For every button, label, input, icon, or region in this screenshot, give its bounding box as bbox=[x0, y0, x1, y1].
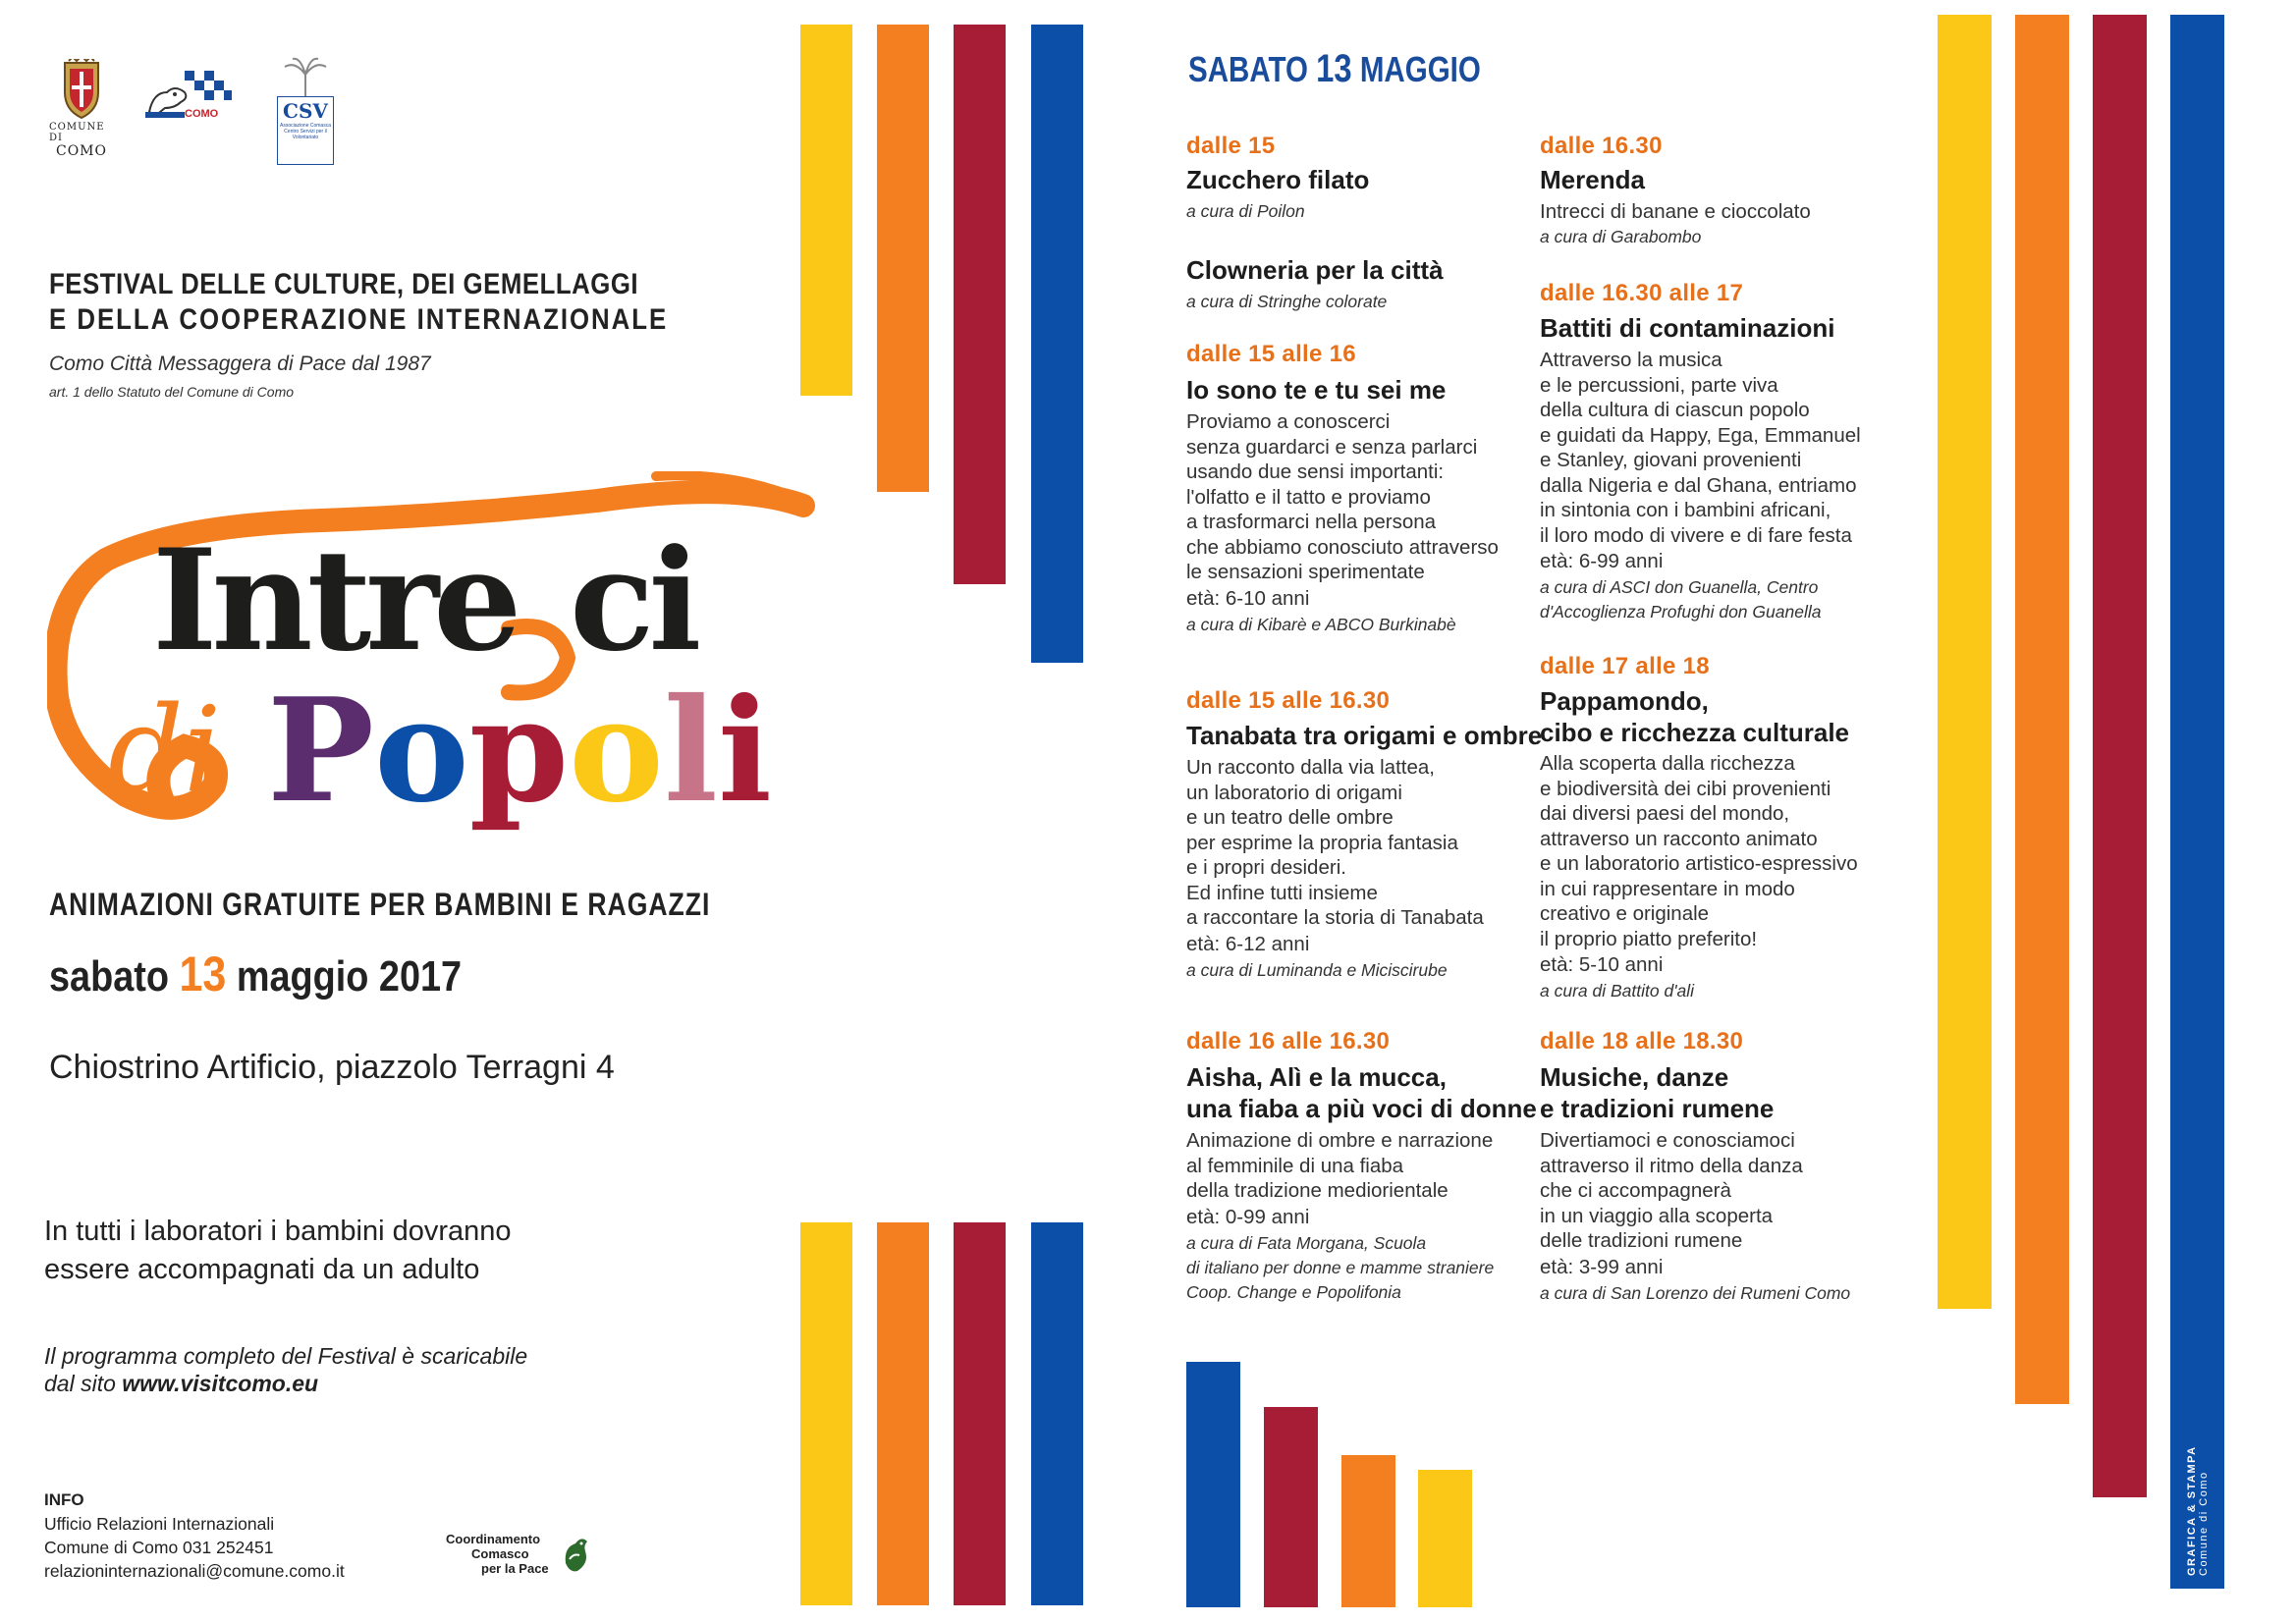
body-line: Divertiamoci e conosciamoci bbox=[1540, 1129, 1795, 1152]
slot-body bbox=[1540, 1128, 1850, 1306]
csv-text: Associazione Comasca Centro Servizi per il Volontariato bbox=[280, 123, 331, 140]
header-day: 13 bbox=[1316, 47, 1352, 90]
header-month: MAGGIO bbox=[1359, 49, 1481, 89]
slot-title: Aisha, Alì e la mucca, bbox=[1186, 1062, 1447, 1092]
coordinamento-logo bbox=[444, 1530, 601, 1579]
letter-p: p bbox=[468, 668, 570, 835]
slot-title-2: e tradizioni rumene bbox=[1540, 1094, 1775, 1123]
body-line: Intrecci di banane e cioccolato bbox=[1540, 200, 1811, 223]
printer-credit bbox=[2186, 1445, 2210, 1576]
programma-site-link[interactable]: www.visitcomo.eu bbox=[122, 1371, 319, 1396]
slot-age: età: 3-99 anni bbox=[1540, 1255, 1664, 1278]
body-line: e un laboratorio artistico-espressivo bbox=[1540, 852, 1858, 875]
body-line: Alla scoperta dalla ricchezza bbox=[1540, 752, 1795, 775]
slot-title: Clowneria per la città bbox=[1186, 255, 1444, 285]
slot-title: Musiche, danze bbox=[1540, 1062, 1729, 1092]
csv-logo bbox=[271, 57, 340, 165]
bar-left-bottom-yellow bbox=[800, 1222, 852, 1605]
slot-credit: a cura di Poilon bbox=[1186, 201, 1305, 221]
bar-left-bottom-orange bbox=[877, 1222, 929, 1605]
slot-title-2: una fiaba a più voci di donne bbox=[1186, 1094, 1537, 1123]
bar-left-top-blue bbox=[1031, 25, 1083, 663]
slot-body bbox=[1186, 755, 1484, 983]
body-line: Un racconto dalla via lattea, bbox=[1186, 756, 1435, 779]
slot-age: età: 6-99 anni bbox=[1540, 550, 1664, 572]
body-line: al femminile di una fiaba bbox=[1186, 1154, 1404, 1177]
slot-credit: a cura di Garabombo bbox=[1540, 226, 1702, 246]
comune-line1: COMUNE DI bbox=[49, 122, 105, 143]
letter-P: P bbox=[267, 668, 375, 835]
body-line: Ed infine tutti insieme bbox=[1186, 881, 1378, 904]
logo-word-intre: Intre bbox=[152, 519, 517, 682]
logo-word-di: di bbox=[108, 682, 222, 819]
body-line: il proprio piatto preferito! bbox=[1540, 927, 1758, 950]
body-line: in cui rappresentare in modo bbox=[1540, 877, 1795, 900]
slot-credit: d'Accoglienza Profughi don Guanella bbox=[1540, 602, 1822, 622]
body-line: attraverso un racconto animato bbox=[1540, 827, 1818, 850]
coord-line2: Comasco bbox=[471, 1546, 529, 1561]
festival-title-line2: E DELLA COOPERAZIONE INTERNAZIONALE bbox=[49, 303, 669, 336]
csv-title: CSV bbox=[283, 99, 328, 123]
logo-word-popoli bbox=[267, 668, 773, 835]
body-line: senza guardarci e senza parlarci bbox=[1186, 435, 1478, 459]
slot-credit: a cura di Kibarè e ABCO Burkinabè bbox=[1186, 614, 1456, 634]
slot-title: Io sono te e tu sei me bbox=[1186, 375, 1447, 405]
tagline: Como Città Messaggera di Pace dal 1987 bbox=[49, 352, 431, 375]
body-line: dai diversi paesi del mondo, bbox=[1540, 802, 1790, 825]
slot-body bbox=[1186, 1128, 1494, 1305]
body-line: per esprime la propria fantasia bbox=[1186, 831, 1458, 854]
body-line: dalla Nigeria e dal Ghana, entriamo bbox=[1540, 473, 1857, 497]
bar-right-edge-blue bbox=[2170, 15, 2224, 1589]
slot-time: dalle 15 alle 16 bbox=[1186, 341, 1356, 367]
letter-l: l bbox=[663, 668, 718, 835]
slot-credit: a cura di Luminanda e Miciscirube bbox=[1186, 959, 1448, 980]
bar-left-top-yellow bbox=[800, 25, 852, 396]
csv-fountain-icon bbox=[271, 57, 340, 96]
body-line: le sensazioni sperimentate bbox=[1186, 561, 1425, 583]
notice-line1: In tutti i laboratori i bambini dovranno bbox=[44, 1216, 512, 1247]
body-line: a raccontare la storia di Tanabata bbox=[1186, 906, 1484, 929]
bar-right-edge-yellow bbox=[1938, 15, 1992, 1309]
slot-body bbox=[1540, 348, 1861, 624]
bar-left-bottom-blue bbox=[1031, 1222, 1083, 1605]
slot-time: dalle 16.30 bbox=[1540, 133, 1663, 159]
event-date bbox=[49, 946, 462, 1002]
body-line: e Stanley, giovani provenienti bbox=[1540, 449, 1802, 471]
notice-line2: essere accompagnati da un adulto bbox=[44, 1254, 480, 1285]
body-line: che ci accompagnerà bbox=[1540, 1179, 1731, 1202]
info-title: INFO bbox=[44, 1490, 84, 1509]
comune-line2: COMO bbox=[55, 143, 107, 159]
body-line: delle tradizioni rumene bbox=[1540, 1229, 1743, 1252]
body-line: e guidati da Happy, Ega, Emmanuel bbox=[1540, 423, 1861, 447]
slot-credit: a cura di Stringhe colorate bbox=[1186, 292, 1388, 311]
date-month-year: maggio 2017 bbox=[236, 952, 463, 1001]
programma-line2 bbox=[44, 1371, 318, 1397]
venue: Chiostrino Artificio, piazzolo Terragni 4 bbox=[49, 1049, 615, 1086]
letter-o1: o bbox=[374, 668, 469, 835]
slot-age: età: 6-12 anni bbox=[1186, 932, 1310, 955]
coord-line1: Coordinamento bbox=[446, 1532, 541, 1546]
comune-logo bbox=[49, 59, 114, 159]
slot-age: età: 5-10 anni bbox=[1540, 953, 1664, 976]
slot-title: Tanabata tra origami e ombre bbox=[1186, 721, 1543, 750]
bar-right-bottom-red bbox=[1264, 1407, 1318, 1607]
body-line: della cultura di ciascun popolo bbox=[1540, 399, 1810, 421]
body-line: e i propri desideri. bbox=[1186, 856, 1346, 879]
slot-body bbox=[1186, 409, 1499, 637]
provincia-label: COMO bbox=[185, 108, 219, 120]
slot-time: dalle 17 alle 18 bbox=[1540, 653, 1710, 679]
body-line: Proviamo a conoscerci bbox=[1186, 410, 1391, 433]
bar-right-edge-orange bbox=[2015, 15, 2069, 1404]
bar-left-top-orange bbox=[877, 25, 929, 492]
coord-line3: per la Pace bbox=[481, 1561, 549, 1576]
slot-age: età: 6-10 anni bbox=[1186, 586, 1310, 610]
body-line: Attraverso la musica bbox=[1540, 349, 1722, 371]
bar-left-bottom-red bbox=[954, 1222, 1006, 1605]
animazioni-heading: ANIMAZIONI GRATUITE PER BAMBINI E RAGAZZI bbox=[49, 887, 711, 922]
body-line: un laboratorio di origami bbox=[1186, 781, 1402, 804]
programma-prefix: dal sito bbox=[44, 1371, 123, 1396]
body-line: e un teatro delle ombre bbox=[1186, 806, 1394, 829]
bar-right-edge-red bbox=[2093, 15, 2147, 1497]
printer-line1: GRAFICA & STAMPA bbox=[2186, 1445, 2198, 1576]
body-line: della tradizione mediorientale bbox=[1186, 1179, 1449, 1202]
body-line: l'olfatto e il tatto e proviamo bbox=[1186, 485, 1431, 509]
header-weekday: SABATO bbox=[1188, 49, 1308, 89]
body-line: e le percussioni, parte viva bbox=[1540, 373, 1778, 397]
slot-title-2: cibo e ricchezza culturale bbox=[1540, 718, 1850, 747]
slot-time: dalle 16.30 alle 17 bbox=[1540, 280, 1744, 306]
body-line: il loro modo di vivere e di fare festa bbox=[1540, 523, 1852, 547]
letter-o2: o bbox=[569, 668, 664, 835]
slot-title: Zucchero filato bbox=[1186, 165, 1370, 194]
tagline-note: art. 1 dello Statuto del Comune di Como bbox=[49, 384, 295, 400]
csv-box bbox=[277, 96, 334, 165]
date-weekday: sabato bbox=[49, 952, 169, 1001]
body-line: Animazione di ombre e narrazione bbox=[1186, 1129, 1494, 1152]
body-line: e biodiversità dei cibi provenienti bbox=[1540, 777, 1831, 800]
dove-hand-icon bbox=[560, 1534, 593, 1577]
body-line: a trasformarci nella persona bbox=[1186, 511, 1437, 533]
body-line: in un viaggio alla scoperta bbox=[1540, 1204, 1774, 1227]
slot-title: Pappamondo, bbox=[1540, 686, 1709, 716]
bar-right-bottom-yellow bbox=[1418, 1470, 1472, 1607]
info-email[interactable]: relazioninternazionali@comune.como.it bbox=[44, 1561, 345, 1581]
slot-time: dalle 15 alle 16.30 bbox=[1186, 687, 1391, 714]
slot-time: dalle 15 bbox=[1186, 133, 1276, 159]
logo-word-ci: ci bbox=[570, 519, 696, 682]
festival-title-line1: FESTIVAL DELLE CULTURE, DEI GEMELLAGGI bbox=[49, 268, 639, 300]
provincia-logo bbox=[145, 69, 234, 124]
slot-credit: a cura di Battito d'ali bbox=[1540, 981, 1695, 1001]
slot-body bbox=[1540, 751, 1858, 1003]
letter-i: i bbox=[717, 668, 773, 835]
slot-credit: a cura di San Lorenzo dei Rumeni Como bbox=[1540, 1282, 1851, 1303]
body-line: che abbiamo conosciuto attraverso bbox=[1186, 535, 1499, 559]
bar-right-bottom-blue bbox=[1186, 1362, 1240, 1607]
right-header bbox=[1188, 47, 1481, 91]
slot-time: dalle 18 alle 18.30 bbox=[1540, 1028, 1744, 1055]
bar-right-bottom-orange bbox=[1341, 1455, 1395, 1607]
slot-credit: a cura di ASCI don Guanella, Centro bbox=[1540, 577, 1819, 597]
slot-age: età: 0-99 anni bbox=[1186, 1205, 1310, 1228]
printer-line2: Comune di Como bbox=[2198, 1471, 2210, 1576]
body-line: usando due sensi importanti: bbox=[1186, 460, 1445, 483]
bar-left-top-red bbox=[954, 25, 1006, 584]
programma-line1: Il programma completo del Festival è scaricabile bbox=[44, 1343, 528, 1369]
slot-title: Merenda bbox=[1540, 165, 1645, 194]
info-line2: Comune di Como 031 252451 bbox=[44, 1538, 274, 1557]
body-line: in sintonia con i bambini africani, bbox=[1540, 499, 1831, 521]
slot-credit: di italiano per donne e mamme straniere bbox=[1186, 1257, 1495, 1277]
slot-title: Battiti di contaminazioni bbox=[1540, 313, 1835, 343]
body-line: attraverso il ritmo della danza bbox=[1540, 1154, 1803, 1177]
slot-credit: a cura di Fata Morgana, Scuola bbox=[1186, 1232, 1427, 1253]
date-day: 13 bbox=[179, 947, 227, 1001]
slot-body bbox=[1540, 199, 1811, 249]
coat-of-arms-icon bbox=[59, 59, 104, 120]
slot-credit: Coop. Change e Popolifonia bbox=[1186, 1281, 1401, 1302]
slot-time: dalle 16 alle 16.30 bbox=[1186, 1028, 1391, 1055]
body-line: creativo e originale bbox=[1540, 902, 1710, 925]
info-line1: Ufficio Relazioni Internazionali bbox=[44, 1514, 275, 1534]
